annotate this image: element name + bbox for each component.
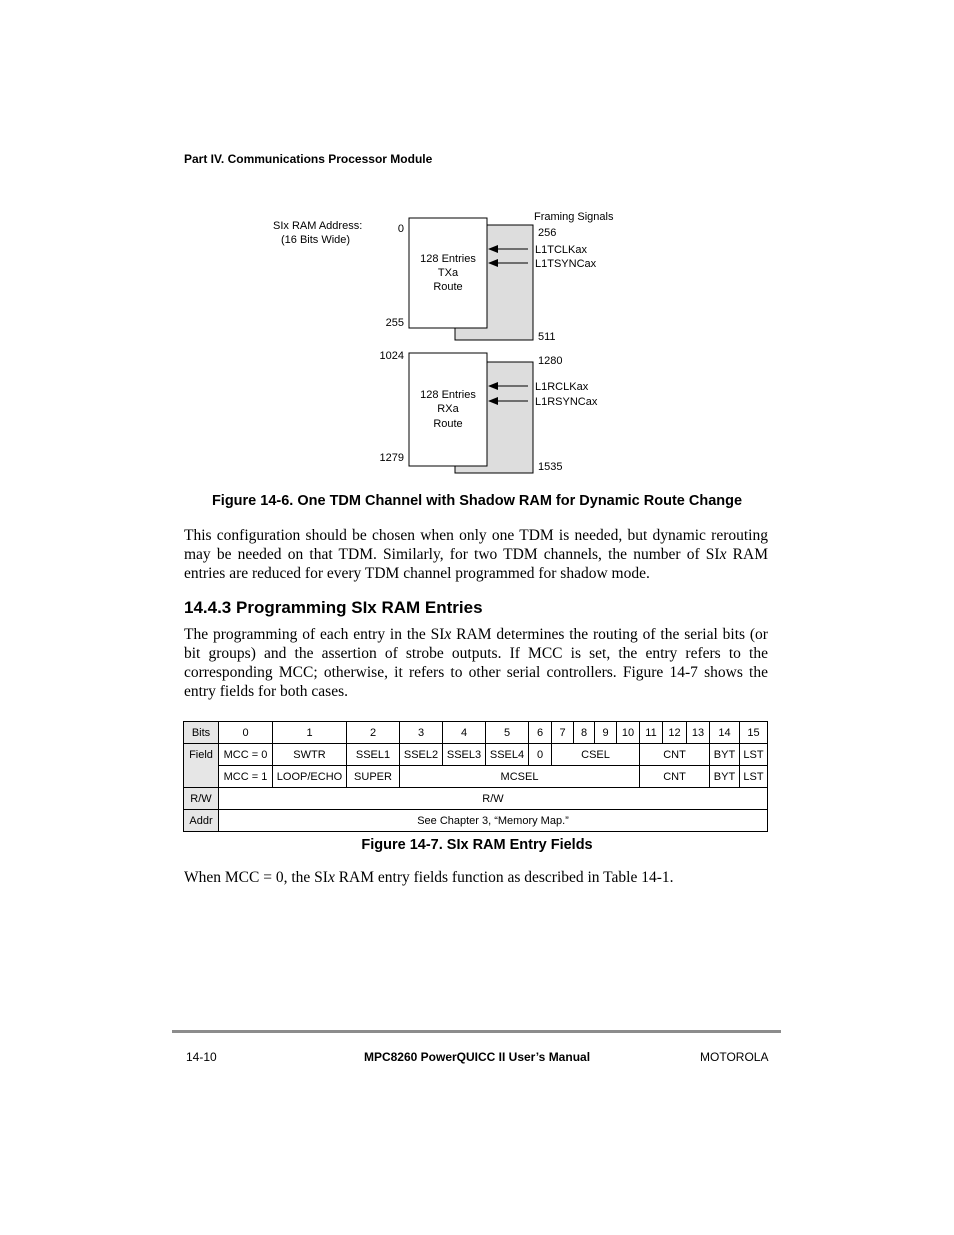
rx-signal2: L1RSYNCax [535, 396, 598, 408]
mcc1-loop-echo: LOOP/ECHO [273, 766, 347, 788]
footer-page-number: 14-10 [186, 1050, 217, 1064]
mcc0-zero: 0 [529, 744, 552, 766]
mcc0-mode: MCC = 0 [219, 744, 273, 766]
bit-6: 6 [529, 722, 552, 744]
paragraph-1 [184, 526, 768, 583]
bits-row [184, 722, 768, 744]
paragraph-2-line3: corresponding MCC; otherwise, it refers to other serial controllers. Figure 14-7 shows the [184, 664, 768, 681]
tx-block-line1: 128 Entries [420, 253, 476, 265]
framing-signals-label: Framing Signals [534, 211, 614, 223]
paragraph-1-line3: entries are reduced for every TDM channel programmed for shadow mode. [184, 565, 650, 582]
tx-shadow-end: 511 [538, 331, 556, 343]
mcc0-csel: CSEL [552, 744, 640, 766]
bit-9: 9 [595, 722, 617, 744]
addr-row [184, 810, 768, 832]
bit-3: 3 [400, 722, 443, 744]
bit-13: 13 [687, 722, 710, 744]
tx-end-addr: 255 [385, 317, 404, 329]
mcc1-super: SUPER [347, 766, 400, 788]
tx-signal2: L1TSYNCax [535, 258, 597, 270]
tx-start-addr: 0 [397, 223, 404, 235]
rw-row [184, 788, 768, 810]
mcc0-lst: LST [740, 744, 768, 766]
mcc0-ssel3: SSEL3 [443, 744, 486, 766]
rx-shadow-start: 1280 [538, 355, 563, 367]
field-label: Field [184, 744, 219, 766]
field-row-mcc0 [184, 744, 768, 766]
rx-shadow-end: 1535 [538, 461, 563, 473]
paragraph-2-line1-x: x [444, 626, 452, 643]
bit-5: 5 [486, 722, 529, 744]
figure-14-7-caption: Figure 14-7. SIx RAM Entry Fields [361, 837, 593, 853]
section-heading: 14.4.3 Programming SIx RAM Entries [184, 598, 483, 617]
tx-signal1: L1TCLKax [535, 244, 587, 256]
tx-block-line3: Route [433, 281, 463, 293]
bit-4: 4 [443, 722, 486, 744]
paragraph-1-line1: This configuration should be chosen when only one TDM is needed, but dynamic rerouting [184, 527, 768, 544]
bits-label: Bits [184, 722, 219, 744]
bit-11: 11 [640, 722, 663, 744]
rx-start-addr: 1024 [379, 350, 404, 362]
mcc0-cnt: CNT [640, 744, 710, 766]
paragraph-2-line1-a: The programming of each entry in the SI [184, 626, 445, 643]
footer-manual-title: MPC8260 PowerQUICC II User’s Manual [363, 1050, 591, 1064]
field-label-spacer [184, 766, 219, 788]
bit-12: 12 [663, 722, 687, 744]
rw-value: R/W [219, 788, 768, 810]
mcc1-mcsel: MCSEL [400, 766, 640, 788]
footer-brand: MOTOROLA [700, 1050, 769, 1064]
bit-15: 15 [740, 722, 768, 744]
rx-signal1: L1RCLKax [535, 381, 589, 393]
address-label-line2: (16 Bits Wide) [281, 234, 351, 246]
paragraph-3-x: x [327, 869, 335, 886]
paragraph-1-line2-x: x [719, 546, 727, 563]
addr-label: Addr [184, 810, 219, 832]
paragraph-2 [184, 625, 768, 701]
paragraph-2-line1 [184, 625, 768, 644]
part-header: Part IV. Communications Processor Module [184, 152, 433, 166]
rx-block-line2: RXa [437, 403, 459, 415]
field-row-mcc1 [184, 766, 768, 788]
bit-7: 7 [552, 722, 574, 744]
figure-14-6-caption: Figure 14-6. One TDM Channel with Shadow RAM for Dynamic Route Change [211, 493, 743, 509]
mcc1-lst: LST [740, 766, 768, 788]
bit-0: 0 [219, 722, 273, 744]
bit-2: 2 [347, 722, 400, 744]
mcc0-swtr: SWTR [273, 744, 347, 766]
paragraph-2-line2: bit groups) and the assertion of strobe outputs. If MCC is set, the entry refers to the [184, 645, 768, 662]
rx-end-addr: 1279 [379, 452, 404, 464]
mcc0-ssel4: SSEL4 [486, 744, 529, 766]
paragraph-1-line2-a: may be needed on that TDM. Similarly, for two TDM channels, the number of SI [184, 546, 720, 563]
footer-rule [172, 1030, 781, 1033]
paragraph-1-line2 [184, 545, 768, 564]
mcc0-ssel1: SSEL1 [347, 744, 400, 766]
paragraph-3-b: RAM entry fields function as described in Table 14-1. [334, 869, 674, 886]
rw-label: R/W [184, 788, 219, 810]
mcc0-byt: BYT [710, 744, 740, 766]
bit-10: 10 [617, 722, 640, 744]
tx-shadow-start: 256 [538, 227, 557, 239]
address-label-line1: SIx RAM Address: [273, 220, 363, 232]
mcc1-cnt: CNT [640, 766, 710, 788]
paragraph-2-line1-b: RAM determines the routing of the serial bits (or [451, 626, 768, 643]
paragraph-3 [184, 868, 768, 887]
mcc0-ssel2: SSEL2 [400, 744, 443, 766]
figure-14-6-diagram [0, 0, 954, 500]
rx-block-line1: 128 Entries [420, 389, 476, 401]
addr-value: See Chapter 3, “Memory Map.” [219, 810, 768, 832]
tx-block-line2: TXa [437, 267, 459, 279]
bit-14: 14 [710, 722, 740, 744]
mcc1-mode: MCC = 1 [219, 766, 273, 788]
paragraph-3-a: When MCC = 0, the SI [184, 869, 328, 886]
paragraph-2-line4: entry fields for both cases. [184, 683, 348, 700]
bit-1: 1 [273, 722, 347, 744]
mcc1-byt: BYT [710, 766, 740, 788]
bit-8: 8 [574, 722, 595, 744]
rx-block-line3: Route [433, 418, 463, 430]
six-ram-entry-fields-table [183, 721, 768, 832]
paragraph-1-line2-b: RAM [726, 546, 768, 563]
